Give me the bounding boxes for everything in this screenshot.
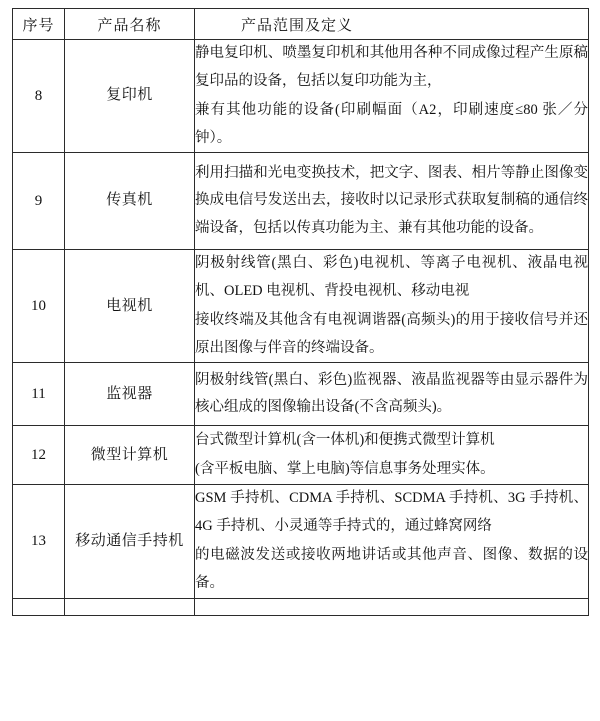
table-header-row — [13, 9, 589, 40]
table-row — [13, 363, 589, 426]
row-name-empty — [65, 598, 195, 615]
row-no: 13 — [13, 485, 65, 598]
row-scope — [195, 426, 589, 485]
row-name: 监视器 — [65, 363, 195, 426]
table-row-partial — [13, 598, 589, 615]
row-no: 10 — [13, 250, 65, 363]
row-scope-empty — [195, 598, 589, 615]
row-no: 11 — [13, 363, 65, 426]
scope-paragraph: 利用扫描和光电变换技术，把文字、图表、相片等静止图像变换成电信号发送出去，接收时以记录形式获取复制稿的通信终端设备，包括以传真功能为主、兼有其他功能的设备。 — [195, 164, 588, 236]
scope-paragraph: 兼有其他功能的设备(印刷幅面（A2，印刷速度≤80 张／分钟）。 — [195, 102, 588, 146]
row-scope — [195, 363, 589, 426]
scope-paragraph: 阴极射线管(黑白、彩色)监视器、液晶监视器等由显示器件为核心组成的图像输出设备(不含高频头)。 — [195, 371, 588, 416]
table-row — [13, 250, 589, 363]
row-no: 12 — [13, 426, 65, 485]
row-scope — [195, 485, 589, 598]
table-row — [13, 153, 589, 250]
row-no-empty — [13, 598, 65, 615]
header-cell-name: 产品名称 — [65, 9, 195, 40]
scope-paragraph: 阴极射线管(黑白、彩色)电视机、等离子电视机、液晶电视机、OLED 电视机、背投电视机、移动电视 — [195, 255, 588, 299]
scope-paragraph: (含平板电脑、掌上电脑)等信息事务处理实体。 — [195, 461, 495, 478]
table-row — [13, 40, 589, 153]
scope-paragraph: 的电磁波发送或接收两地讲话或其他声音、图像、数据的设备。 — [195, 547, 588, 592]
scope-paragraph: GSM 手持机、CDMA 手持机、SCDMA 手持机、3G 手持机、4G 手持机、小灵通等手持式的，通过蜂窝网络 — [195, 490, 588, 534]
header-cell-scope: 产品范围及定义 — [195, 9, 589, 40]
row-scope — [195, 40, 589, 153]
row-name: 微型计算机 — [65, 426, 195, 485]
scope-paragraph: 台式微型计算机(含一体机)和便携式微型计算机 — [195, 431, 495, 448]
scope-paragraph: 接收终端及其他含有电视调谐器(高频头)的用于接收信号并还原出图像与伴音的终端设备。 — [195, 312, 588, 356]
row-scope — [195, 250, 589, 363]
row-scope — [195, 153, 589, 250]
row-no: 9 — [13, 153, 65, 250]
row-name: 移动通信手持机 — [65, 485, 195, 598]
table-row — [13, 485, 589, 598]
row-name: 复印机 — [65, 40, 195, 153]
scope-paragraph: 静电复印机、喷墨复印机和其他用各种不同成像过程产生原稿复印品的设备，包括以复印功能为主， — [195, 45, 588, 89]
header-cell-no: 序号 — [13, 9, 65, 40]
row-name: 电视机 — [65, 250, 195, 363]
product-scope-table — [12, 8, 589, 616]
row-no: 8 — [13, 40, 65, 153]
table-row — [13, 426, 589, 485]
row-name: 传真机 — [65, 153, 195, 250]
